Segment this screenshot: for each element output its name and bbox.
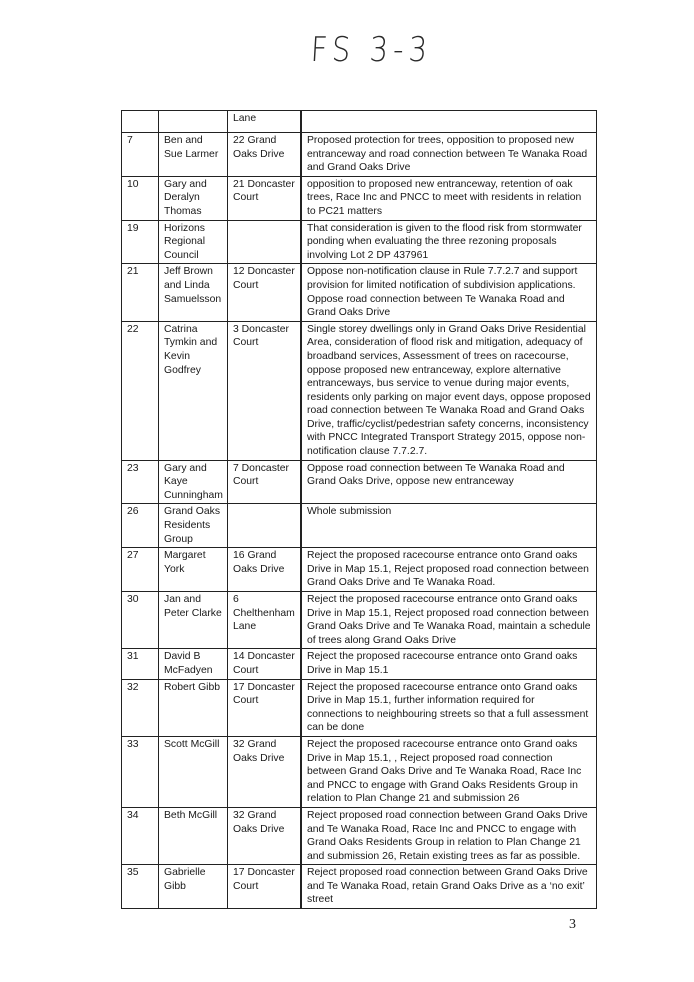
submission-summary: Reject the proposed racecourse entrance onto Grand oaks Drive in Map 15.1 (302, 649, 597, 679)
table-row (122, 321, 597, 460)
submitter-name: Margaret York (159, 548, 228, 592)
submitter-number: 31 (122, 649, 159, 679)
submitter-number: 23 (122, 460, 159, 504)
submitter-address: 7 Doncaster Court (228, 460, 301, 504)
submission-summary: Reject the proposed racecourse entrance onto Grand oaks Drive in Map 15.1, further information required for connections to neighbouring streets so that a full assessment can be done (302, 679, 597, 736)
submitter-number (122, 111, 159, 133)
submitter-number: 22 (122, 321, 159, 460)
table-row (122, 460, 597, 504)
table-row (122, 679, 597, 736)
submitter-address (228, 504, 301, 548)
submitter-name: Robert Gibb (159, 679, 228, 736)
submission-summary: opposition to proposed new entranceway, retention of oak trees, Race Inc and PNCC to meet with residents in relation to PC21 matters (302, 176, 597, 220)
table-row (122, 264, 597, 321)
submitter-number: 35 (122, 865, 159, 909)
submitter-name: Gary and Kaye Cunningham (159, 460, 228, 504)
submission-summary: Single storey dwellings only in Grand Oaks Drive Residential Area, consideration of flood risk and mitigation, adequacy of broadband services, Assessment of trees on racecourse, oppose proposed new entranceway, explore alternative entranceways, bus service to venue during major events, residents only parking on major event days, oppose proposed road connection between Te Wanaka Road and Grand Oaks Drive, traffic/cyclist/pedestrian safety concerns, inconsistency with PNCC Integrated Transport Strategy 2015, oppose non-notification clause 7.7.2.7. (302, 321, 597, 460)
submitter-number: 7 (122, 133, 159, 177)
submitter-address: 32 Grand Oaks Drive (228, 807, 301, 864)
submission-summary: Reject proposed road connection between Grand Oaks Drive and Te Wanaka Road, Race Inc and PNCC to engage with Grand Oaks Residents Group in relation to Plan Change 21 and submission 26, Retain existing trees as far as possible. (302, 807, 597, 864)
submitter-name: Jeff Brown and Linda Samuelsson (159, 264, 228, 321)
submitter-address: 3 Doncaster Court (228, 321, 301, 460)
submitter-name: Grand Oaks Residents Group (159, 504, 228, 548)
table-row (122, 220, 597, 264)
table-row (122, 133, 597, 177)
submitter-number: 34 (122, 807, 159, 864)
handwritten-annotation: FS 3-3 (309, 30, 434, 70)
submitter-name: Horizons Regional Council (159, 220, 228, 264)
table-row (122, 807, 597, 864)
submitter-address: 14 Doncaster Court (228, 649, 301, 679)
submitter-number: 33 (122, 736, 159, 807)
submitter-name: Jan and Peter Clarke (159, 592, 228, 649)
submitter-address: 32 Grand Oaks Drive (228, 736, 301, 807)
submitter-number: 19 (122, 220, 159, 264)
submission-summary: That consideration is given to the flood risk from stormwater ponding when evaluating the three rezoning proposals involving Lot 2 DP 437961 (302, 220, 597, 264)
submitter-address: 12 Doncaster Court (228, 264, 301, 321)
table-row (122, 649, 597, 679)
submission-summary: Reject proposed road connection between Grand Oaks Drive and Te Wanaka Road, retain Grand Oaks Drive as a ‘no exit’ street (302, 865, 597, 909)
submitter-name: Catrina Tymkin and Kevin Godfrey (159, 321, 228, 460)
submission-summary: Whole submission (302, 504, 597, 548)
submission-summary: Reject the proposed racecourse entrance onto Grand oaks Drive in Map 15.1, Reject proposed road connection between Grand Oaks Drive and Te Wanaka Road. (302, 548, 597, 592)
page-number: 3 (569, 917, 576, 932)
table-row (122, 176, 597, 220)
submitter-address (228, 220, 301, 264)
submitter-address: 17 Doncaster Court (228, 865, 301, 909)
table-row (122, 548, 597, 592)
submitter-name: Beth McGill (159, 807, 228, 864)
submission-summary: Oppose non-notification clause in Rule 7.7.2.7 and support provision for limited notification of subdivision applications. Oppose road connection between Te Wanaka Road and Grand Oaks Drive (302, 264, 597, 321)
submission-summary: Reject the proposed racecourse entrance onto Grand oaks Drive in Map 15.1, , Reject proposed road connection between Grand Oaks Drive and Te Wanaka Road, Race Inc and PNCC to engage with Grand Oaks Residents Group in relation to Plan Change 21 and submission 26 (302, 736, 597, 807)
submitter-address: 22 Grand Oaks Drive (228, 133, 301, 177)
submission-summary: Proposed protection for trees, opposition to proposed new entranceway and road connection between Te Wanaka Road and Grand Oaks Drive (302, 133, 597, 177)
submitter-name: David B McFadyen (159, 649, 228, 679)
submitter-address: 17 Doncaster Court (228, 679, 301, 736)
submitter-address: Lane (228, 111, 301, 133)
table-row (122, 865, 597, 909)
submitter-name: Gabrielle Gibb (159, 865, 228, 909)
submission-summary: Oppose road connection between Te Wanaka Road and Grand Oaks Drive, oppose new entranceway (302, 460, 597, 504)
submissions-table (121, 110, 597, 909)
submitter-name: Scott McGill (159, 736, 228, 807)
submitter-number: 30 (122, 592, 159, 649)
table-row (122, 592, 597, 649)
submitter-name (159, 111, 228, 133)
submitter-address: 21 Doncaster Court (228, 176, 301, 220)
submitter-number: 27 (122, 548, 159, 592)
table-row (122, 736, 597, 807)
submitter-address: 16 Grand Oaks Drive (228, 548, 301, 592)
submitter-name: Ben and Sue Larmer (159, 133, 228, 177)
submitter-number: 10 (122, 176, 159, 220)
submission-summary: Reject the proposed racecourse entrance onto Grand oaks Drive in Map 15.1, Reject proposed road connection between Grand Oaks Drive and Te Wanaka Road, maintain a schedule of trees along Grand Oaks Drive (302, 592, 597, 649)
submitter-number: 26 (122, 504, 159, 548)
table-row (122, 504, 597, 548)
submitter-number: 32 (122, 679, 159, 736)
submitter-number: 21 (122, 264, 159, 321)
table-row (122, 111, 597, 133)
submission-summary (302, 111, 597, 133)
submitter-name: Gary and Deralyn Thomas (159, 176, 228, 220)
submitter-address: 6 Chelthenham Lane (228, 592, 301, 649)
